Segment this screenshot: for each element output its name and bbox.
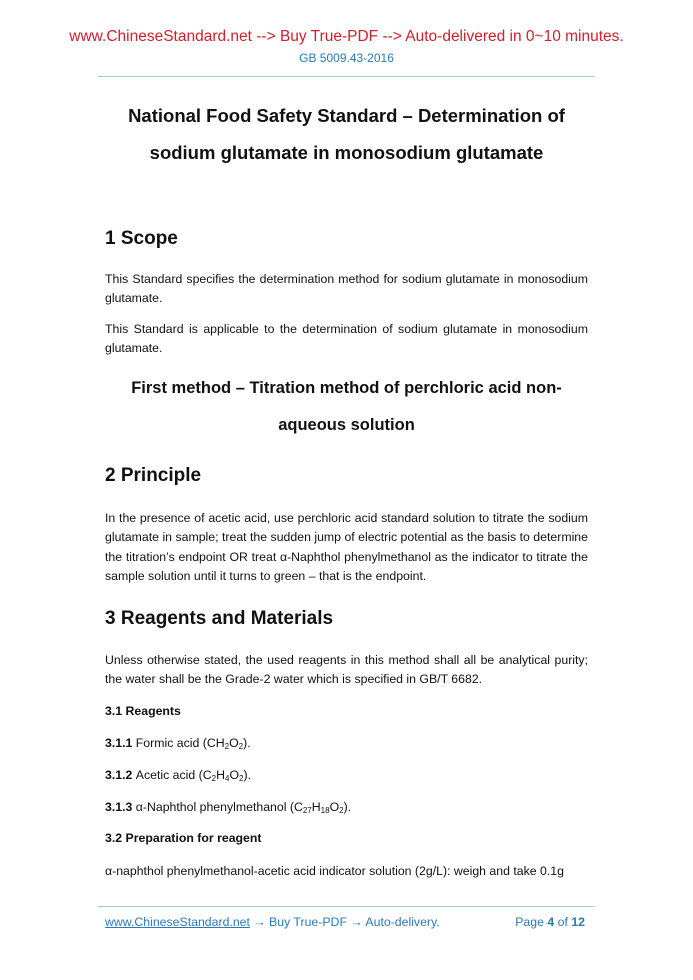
subsection-heading-preparation: 3.2 Preparation for reagent (105, 831, 262, 845)
promo-banner: www.ChineseStandard.net --> Buy True-PDF --> Auto-delivered in 0~10 minutes. (69, 28, 624, 45)
formula-part: CH (206, 736, 225, 750)
formula-part: C (293, 800, 303, 814)
reagents-paragraph: Unless otherwise stated, the used reagents in this method shall all be analytical purity; the water shall be the Grade-2 water which is specified in GB/T 6682. (105, 653, 588, 687)
reagent-end: ). (343, 800, 352, 814)
formula-part: C (202, 768, 212, 782)
preparation-paragraph: α-naphthol phenylmethanol-acetic acid indicator solution (2g/L): weigh and take 0.1g (105, 864, 564, 878)
scope-paragraph-1: This Standard specifies the determination method for sodium glutamate in monosodium glutamate. (105, 272, 588, 306)
document-title-line2: sodium glutamate in monosodium glutamate (149, 142, 544, 163)
footer-website-link[interactable]: www.ChineseStandard.net (105, 915, 250, 929)
formula-part: O (329, 800, 340, 814)
reagent-item (105, 768, 251, 782)
reagent-number: 3.1.3 (105, 800, 136, 814)
formula-part: H (216, 768, 225, 782)
header-divider (98, 76, 595, 77)
reagent-end: ). (243, 736, 251, 750)
scope-paragraph-2: This Standard is applicable to the determination of sodium glutamate in monosodium glutamate. (105, 322, 588, 356)
reagent-number: 3.1.1 (105, 736, 136, 750)
formula-part: 2 (211, 774, 217, 783)
formula-part: 4 (225, 774, 230, 783)
formula-part: 27 (302, 806, 312, 815)
formula-part: O (229, 736, 239, 750)
page-total: 12 (571, 915, 585, 929)
reagent-name: α-Naphthol phenylmethanol ( (135, 800, 294, 814)
reagent-name: Acetic acid ( (135, 768, 203, 782)
formula-part: 2 (238, 742, 244, 751)
page-current: 4 (547, 915, 555, 929)
formula-part: 2 (339, 806, 344, 815)
reagent-item (105, 736, 251, 750)
document-title-line1: National Food Safety Standard – Determination of (128, 105, 565, 126)
reagent-item (105, 800, 351, 814)
formula-part: 2 (224, 742, 230, 751)
document-number: GB 5009.43-2016 (299, 51, 394, 65)
page-indicator (515, 915, 585, 929)
section-heading-reagents: 3 Reagents and Materials (105, 608, 334, 629)
of-label: of (557, 915, 568, 929)
formula-part: 2 (239, 774, 244, 783)
footer-tagline: → Buy True-PDF → Auto-delivery. (249, 915, 440, 929)
method-heading-line2: aqueous solution (278, 416, 415, 434)
section-heading-principle: 2 Principle (105, 465, 202, 486)
reagent-name: Formic acid ( (135, 736, 207, 750)
reagent-number: 3.1.2 (105, 768, 136, 782)
footer (105, 915, 585, 929)
principle-paragraph: In the presence of acetic acid, use perchloric acid standard solution to titrate the sodium glutamate in sample; treat the sudden jump of electric potential as the basis to determine the titration’s endpoint OR treat α-Naphthol phenylmethanol as the indicator to titrate the sample solution until it turns to green – that is the endpoint. (105, 511, 588, 583)
footer-divider (98, 906, 595, 907)
subsection-heading-reagents: 3.1 Reagents (105, 704, 181, 718)
formula-part: H (311, 800, 321, 814)
section-heading-scope: 1 Scope (105, 228, 178, 249)
formula-part: O (229, 768, 240, 782)
formula-part: 18 (320, 806, 330, 815)
page-label: Page (515, 915, 544, 929)
reagent-end: ). (243, 768, 251, 782)
method-heading-line1: First method – Titration method of perchloric acid non- (131, 379, 562, 397)
